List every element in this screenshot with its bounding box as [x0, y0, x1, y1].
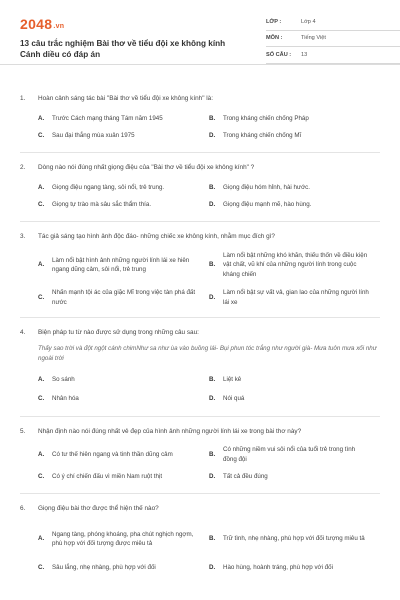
option-c[interactable]: C. Sâu lắng, nhẹ nhàng, phù hợp với đối [38, 564, 156, 572]
question-text: Biện pháp tu từ nào được sử dụng trong những câu sau: [38, 329, 199, 336]
option-c[interactable]: C. Nhân hóa [38, 394, 79, 402]
option-a[interactable]: A. So sánh [38, 375, 75, 383]
question-text: Nhận định nào nói đúng nhất vẻ đẹp của hình ảnh những người lính lái xe trong bài thơ này? [38, 428, 302, 435]
question-list [20, 94, 380, 578]
option-a[interactable]: A. Làm nổi bật hình ảnh những người lính lái xe hiên ngang dũng cảm, sôi nổi, trẻ trung [38, 256, 190, 273]
question-1 [20, 94, 380, 144]
option-b[interactable]: B. Liệt kê [209, 375, 242, 383]
option-d[interactable]: D. Tất cả đều đúng [209, 472, 268, 480]
meta-value: Tiếng Việt [301, 35, 326, 42]
meta-key: SỐ CÂU : [266, 51, 292, 58]
question-number: 3. [20, 233, 26, 240]
logo-number: 2048 [20, 16, 53, 32]
option-c[interactable]: C. Giọng tự trào mà sâu sắc thẩm thía. [38, 200, 152, 208]
question-text: Hoàn cảnh sáng tác bài "Bài thơ về tiểu đội xe không kính" là: [38, 95, 213, 102]
options [38, 520, 380, 578]
question-separator [20, 493, 380, 494]
question-number: 5. [20, 428, 26, 435]
page-title: 13 câu trắc nghiệm Bài thơ về tiểu đội xe không kính Cánh diều có đáp án [20, 39, 226, 59]
meta-value: 13 [301, 51, 308, 58]
option-d[interactable]: D. Trong kháng chiến chống Mĩ [209, 131, 302, 139]
option-a[interactable]: A. Trước Cách mạng tháng Tám năm 1945 [38, 114, 163, 122]
meta-row-class [266, 14, 400, 31]
question-4 [20, 328, 380, 408]
option-b[interactable]: B. Có những niềm vui sôi nổi của tuổi trẻ trong tình đồng đội [209, 446, 356, 463]
header [20, 14, 380, 78]
option-a[interactable]: A. Giọng điệu ngang tàng, sôi nổi, trẻ trung. [38, 183, 165, 191]
option-b[interactable]: B. Trữ tình, nhẹ nhàng, phù hợp với đối tượng miêu tả [209, 535, 365, 543]
question-3 [20, 232, 380, 311]
options [38, 441, 380, 485]
logo-suffix: .vn [53, 23, 65, 30]
option-c[interactable]: C. Nhấn mạnh tội ác của giặc Mĩ trong việc tàn phá đất nước [38, 289, 196, 306]
meta-info [266, 14, 400, 64]
poem-quote: Thấy sao trời và đột ngột cánh chimNhư sa như ùa vào buồng lái- Bụi phun tóc trắng như người già- Mưa tuôn mưa xối như ngoài trời [38, 345, 377, 362]
site-logo[interactable] [20, 16, 64, 32]
question-separator [20, 152, 380, 153]
option-b[interactable]: B. Giọng điệu hóm hỉnh, hài hước. [209, 183, 310, 191]
meta-key: MÔN : [266, 35, 283, 42]
options [38, 179, 380, 213]
question-text: Giọng điệu bài thơ được thể hiện thế nào? [38, 505, 159, 512]
option-b[interactable]: B. Làm nổi bật những khó khăn, thiếu thốn về điều kiện vật chất, vũ khí của những người lính trong cuộc kháng chiến [209, 251, 368, 278]
meta-key: LỚP : [266, 18, 282, 25]
question-separator [20, 416, 380, 417]
question-number: 6. [20, 505, 26, 512]
option-d[interactable]: D. Hào hùng, hoành tráng, phù hợp với đối [209, 564, 333, 572]
header-divider [0, 64, 400, 65]
question-separator [20, 317, 380, 318]
options [38, 370, 380, 408]
option-d[interactable]: D. Làm nổi bật sự vất vả, gian lao của những người lính lái xe [209, 289, 369, 306]
question-5 [20, 427, 380, 485]
option-c[interactable]: C. Có ý chí chiến đấu vì miền Nam ruột thịt [38, 472, 163, 480]
option-b[interactable]: B. Trong kháng chiến chống Pháp [209, 114, 309, 122]
options [38, 246, 380, 311]
meta-row-count [266, 47, 400, 64]
option-d[interactable]: D. Giọng điệu mạnh mẽ, hào hùng. [209, 200, 312, 208]
option-d[interactable]: D. Nói quá [209, 394, 245, 402]
question-2 [20, 163, 380, 213]
question-text: Dòng nào nói đúng nhất giọng điệu của "Bài thơ về tiểu đội xe không kính" ? [38, 164, 255, 171]
question-number: 4. [20, 329, 26, 336]
question-6 [20, 504, 380, 578]
question-number: 1. [20, 95, 26, 102]
option-c[interactable]: C. Sau đại thắng mùa xuân 1975 [38, 131, 135, 139]
options [38, 110, 380, 144]
option-a[interactable]: A. Ngang tàng, phóng khoáng, pha chút nghịch ngợm, phù hợp với đối tượng được miêu tả [38, 530, 194, 547]
question-separator [20, 221, 380, 222]
question-number: 2. [20, 164, 26, 171]
meta-row-subject [266, 31, 400, 48]
option-a[interactable]: A. Có tư thế hiên ngang và tinh thần dũng cảm [38, 450, 173, 458]
question-text: Tác giả sáng tạo hình ảnh độc đáo- những chiếc xe không kính, nhằm mục đích gì? [38, 233, 275, 240]
meta-value: Lớp 4 [301, 18, 316, 25]
